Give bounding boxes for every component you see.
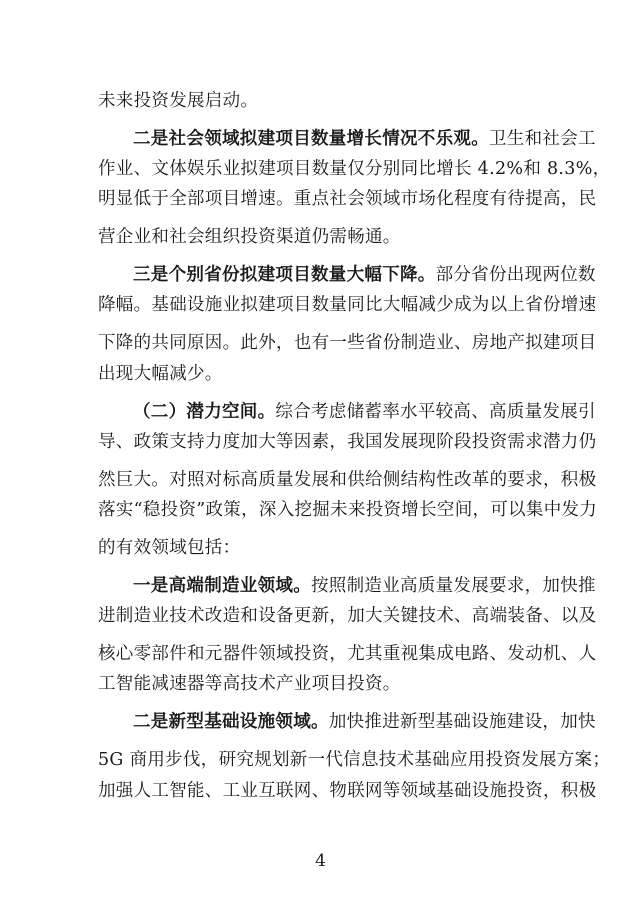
text-line: 核心零部件和元器件领域投资，尤其重视集成电路、发动机、人 [98, 644, 597, 664]
paragraph-start-line: （二）潜力空间。综合考虑储蓄率水平较高、高质量发展引 [133, 402, 596, 422]
page-number: 4 [315, 851, 326, 871]
paragraph-heading: 二是新型基础设施领域。 [133, 712, 329, 732]
text-line: 然巨大。对照对标高质量发展和供给侧结构性改革的要求，积极 [98, 470, 597, 490]
paragraph-heading: 二是社会领域拟建项目数量增长情况不乐观。 [133, 129, 489, 149]
text-line: 的有效领域包括： [98, 538, 241, 558]
text-line: 出现大幅减少。 [98, 364, 223, 384]
text-line: 加强人工智能、工业互联网、物联网等领域基础设施投资，积极 [98, 781, 597, 801]
text-line: 导、政策支持力度加大等因素，我国发展现阶段投资需求潜力仍 [98, 432, 597, 452]
paragraph-heading: 一是高端制造业领域。 [133, 576, 311, 596]
paragraph-start-line: 二是新型基础设施领域。加快推进新型基础设施建设，加快 [133, 712, 596, 732]
text-line: 作业、文体娱乐业拟建项目数量仅分别同比增长 4.2%和 8.3%， [98, 159, 611, 179]
text-line: 未来投资发展启动。 [98, 91, 259, 111]
text-line: 明显低于全部项目增速。重点社会领域市场化程度有待提高，民 [98, 189, 597, 209]
text-line: 进制造业技术改造和设备更新，加大关键技术、高端装备、以及 [98, 606, 597, 626]
text-line: 降幅。基础设施业拟建项目数量同比大幅减少成为以上省份增速 [98, 295, 597, 315]
section-heading: （二）潜力空间。 [133, 402, 276, 422]
paragraph-heading: 三是个别省份拟建项目数量大幅下降。 [133, 265, 436, 285]
text-line: 工智能减速器等高技术产业项目投资。 [98, 674, 401, 694]
text-line: 下降的共同原因。此外，也有一些省份制造业、房地产拟建项目 [98, 333, 597, 353]
paragraph-start-line: 二是社会领域拟建项目数量增长情况不乐观。卫生和社会工 [133, 129, 596, 149]
text-line: 5G 商用步伐，研究规划新一代信息技术基础应用投资发展方案； [98, 750, 611, 770]
text-line: 落实“稳投资”政策，深入挖掘未来投资增长空间，可以集中发力 [98, 500, 598, 520]
text-line: 营企业和社会组织投资渠道仍需畅通。 [98, 227, 401, 247]
paragraph-start-line: 一是高端制造业领域。按照制造业高质量发展要求，加快推 [133, 576, 596, 596]
paragraph-start-line: 三是个别省份拟建项目数量大幅下降。部分省份出现两位数 [133, 265, 596, 285]
